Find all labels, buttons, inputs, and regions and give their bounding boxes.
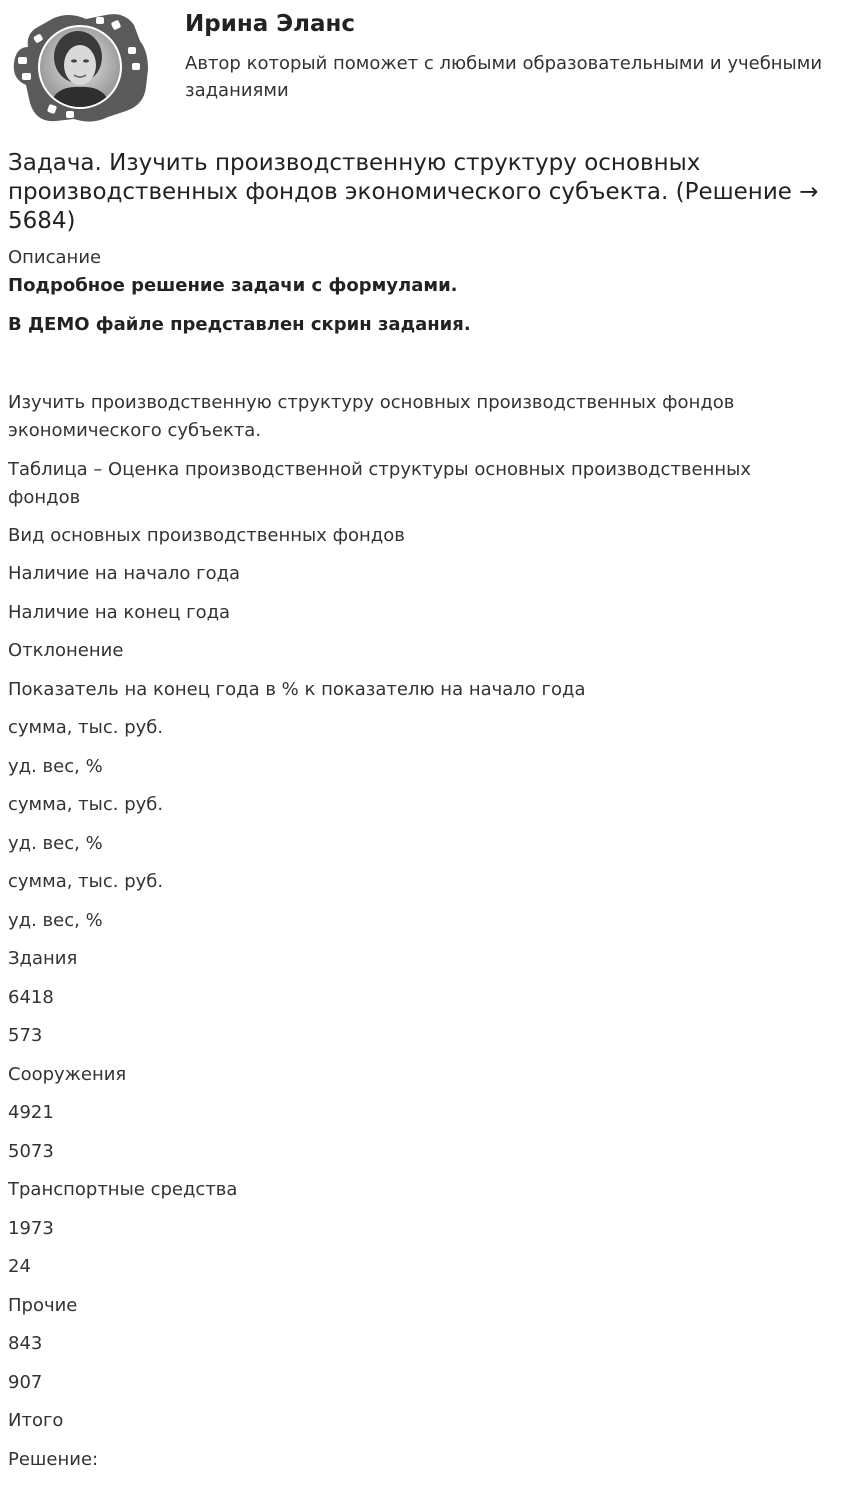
table-subheader: уд. вес, % [8, 756, 103, 777]
table-header-percent: Показатель на конец года в % к показателю на начало года [8, 679, 586, 700]
author-avatar[interactable] [8, 7, 150, 127]
table-cell-value: 907 [8, 1372, 43, 1393]
author-description: Автор который поможет с любыми образовательными и учебными заданиями [185, 53, 823, 101]
description-label: Описание [8, 247, 102, 268]
bold-note-solution: Подробное решение задачи с формулами. [8, 275, 458, 296]
table-cell-value: 573 [8, 1025, 43, 1046]
table-header-end: Наличие на конец года [8, 602, 231, 623]
task-title: Задача. Изучить производственную структуру основных производственных фондов экономического субъекта. (Решение → 5684) [8, 150, 819, 234]
table-cell-value: 4921 [8, 1102, 54, 1123]
bold-note-demo: В ДЕМО файле представлен скрин задания. [8, 314, 471, 335]
table-cell-value: 1973 [8, 1218, 54, 1239]
avatar-film-frame-icon [8, 7, 150, 127]
table-header-start: Наличие на начало года [8, 563, 241, 584]
table-header-type: Вид основных производственных фондов [8, 525, 405, 546]
table-caption: Таблица – Оценка производственной структуры основных производственных фондов [8, 459, 752, 508]
table-subheader: сумма, тыс. руб. [8, 717, 164, 738]
table-row-name: Здания [8, 948, 78, 969]
table-subheader: сумма, тыс. руб. [8, 794, 164, 815]
table-row-name: Транспортные средства [8, 1179, 238, 1200]
table-subheader: уд. вес, % [8, 833, 103, 854]
author-header [0, 0, 847, 140]
table-cell-value: 6418 [8, 987, 54, 1008]
table-subheader: уд. вес, % [8, 910, 103, 931]
table-row-name: Сооружения [8, 1064, 127, 1085]
author-name[interactable]: Ирина Эланс [185, 11, 356, 37]
table-cell-value: 24 [8, 1256, 31, 1277]
table-header-deviation: Отклонение [8, 640, 124, 661]
table-row-name: Прочие [8, 1295, 78, 1316]
table-subheader: сумма, тыс. руб. [8, 871, 164, 892]
table-cell-value: 5073 [8, 1141, 54, 1162]
table-cell-value: 843 [8, 1333, 43, 1354]
solution-label: Решение: [8, 1449, 99, 1470]
task-intro-text: Изучить производственную структуру основных производственных фондов экономического субъекта. [8, 392, 735, 441]
table-row-total: Итого [8, 1410, 64, 1431]
